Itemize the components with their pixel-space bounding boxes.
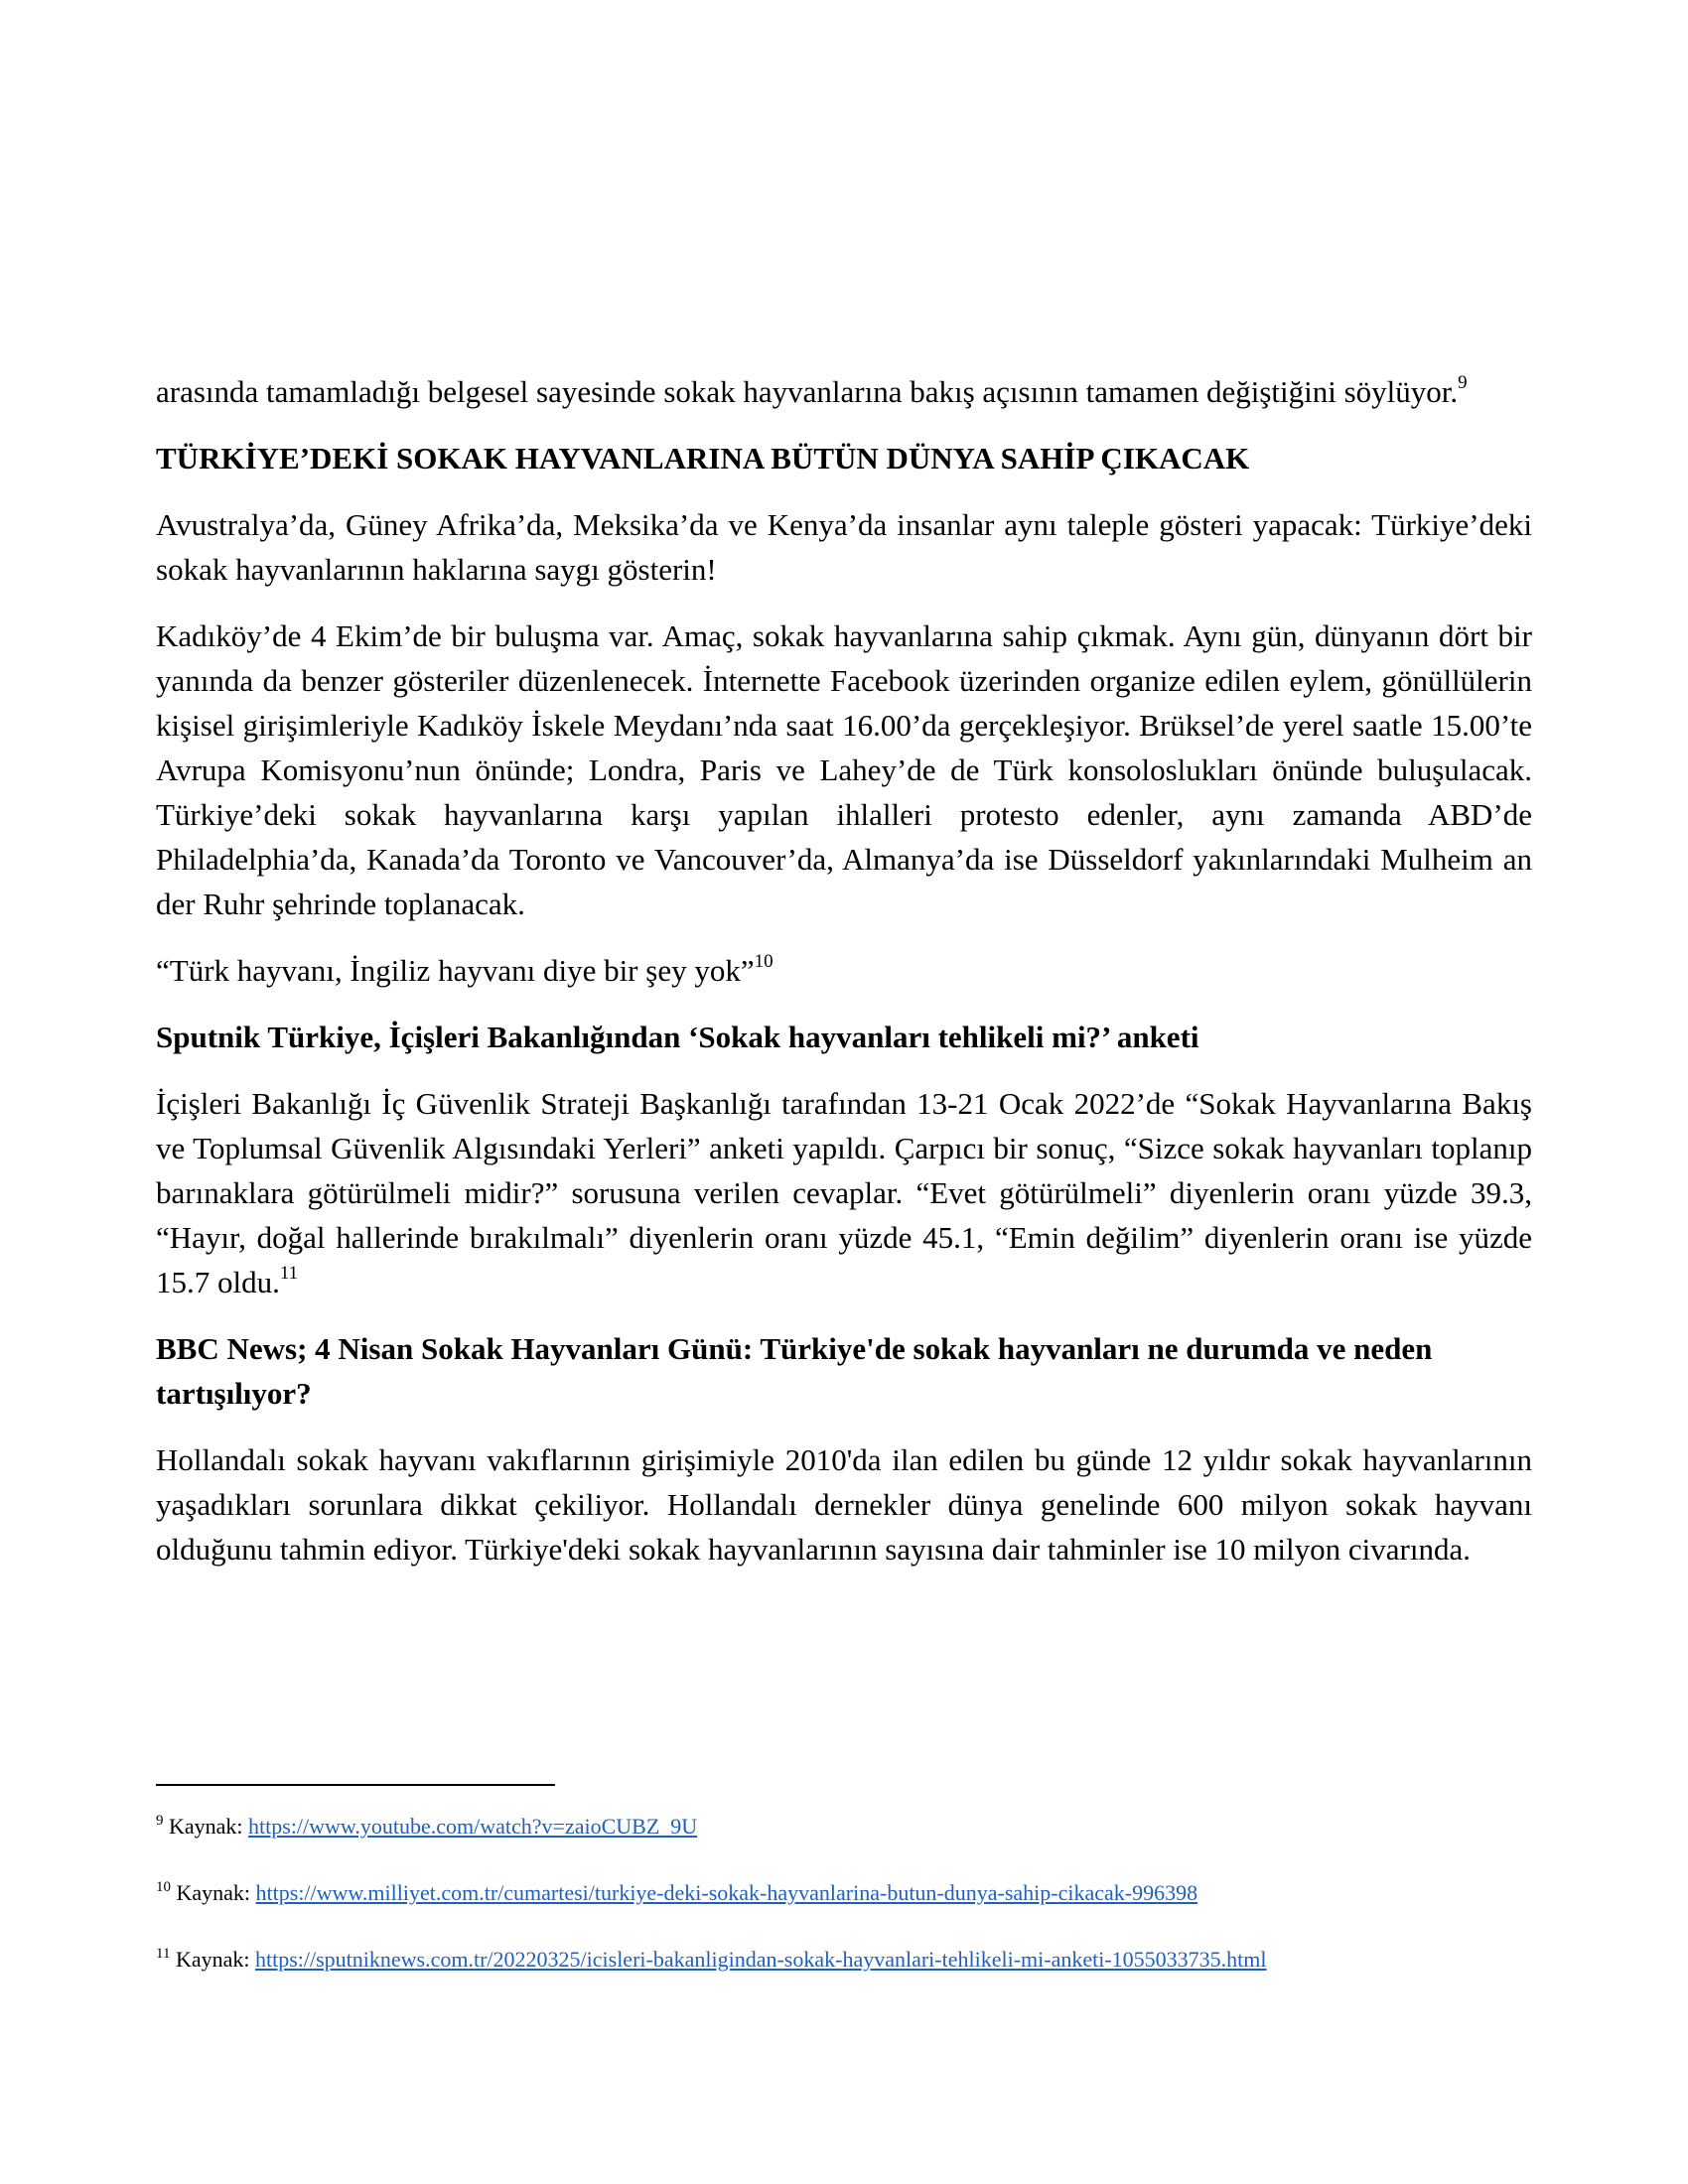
footnote-9 xyxy=(156,1813,697,1841)
footnote-ref-11[interactable]: 11 xyxy=(279,1263,299,1284)
footnote-label: Kaynak: xyxy=(175,1947,250,1972)
paragraph-text: İçişleri Bakanlığı İç Güvenlik Strateji Başkanlığı tarafından 13-21 Ocak 2022’de “Sokak Hayvanlarına Bakış ve Toplumsal Güvenlik Algısındaki Yerleri” anketi yapıldı. Çarpıcı bir sonuç, “Sizce sokak hayvanları toplanıp barınaklara götürülmeli midir?” sorusuna verilen cevaplar. “Evet götürülmeli” diyenlerin oranı yüzde 39.3, “Hayır, doğal hallerinde bırakılmalı” diyenlerin oranı yüzde 45.1, “Emin değilim” diyenlerin oranı ise yüzde 15.7 oldu. xyxy=(156,1086,1532,1299)
footnote-link[interactable]: https://www.milliyet.com.tr/cumartesi/turkiye-deki-sokak-hayvanlarina-butun-dunya-sahip-cikacak-996398 xyxy=(255,1880,1198,1905)
footnote-number: 10 xyxy=(156,1879,171,1895)
footnote-label: Kaynak: xyxy=(176,1880,251,1905)
heading-turkiye-sokak-hayvanlari: TÜRKİYE’DEKİ SOKAK HAYVANLARINA BÜTÜN DÜNYA SAHİP ÇIKACAK xyxy=(156,441,1250,476)
footnote-link[interactable]: https://sputniknews.com.tr/20220325/icisleri-bakanligindan-sokak-hayvanlari-tehlikeli-mi-anketi-1055033735.html xyxy=(254,1947,1267,1972)
footnote-label: Kaynak: xyxy=(169,1814,243,1839)
quote-line xyxy=(156,948,1532,993)
heading-bbc: BBC News; 4 Nisan Sokak Hayvanları Günü: Türkiye'de sokak hayvanları ne durumda ve neden tartışılıyor? xyxy=(156,1331,1433,1411)
document-body xyxy=(156,369,1532,1571)
footnote-link[interactable]: https://www.youtube.com/watch?v=zaioCUBZ_9U xyxy=(248,1814,698,1839)
footnote-ref-10[interactable]: 10 xyxy=(754,951,774,972)
paragraph-text: arasında tamamladığı belgesel sayesinde sokak hayvanlarına bakış açısının tamamen değiştiğini söylüyor. xyxy=(156,374,1459,409)
paragraph-intro xyxy=(156,369,1532,414)
footnote-10 xyxy=(156,1879,1197,1907)
footnote-number: 9 xyxy=(156,1813,164,1829)
footnote-separator xyxy=(156,1784,555,1786)
footnote-ref-9[interactable]: 9 xyxy=(1458,372,1468,393)
quote-text: “Türk hayvanı, İngiliz hayvanı diye bir şey yok” xyxy=(156,953,755,988)
paragraph-kadikoy: Kadıköy’de 4 Ekim’de bir buluşma var. Amaç, sokak hayvanlarına sahip çıkmak. Aynı gün, dünyanın dört bir yanında da benzer gösteriler düzenlenecek. İnternette Facebook üzerinden organize edilen eylem, gönüllülerin kişisel girişimleriyle Kadıköy İskele Meydanı’nda saat 16.00’da gerçekleşiyor. Brüksel’de yerel saatle 15.00’te Avrupa Komisyonu’nun önünde; Londra, Paris ve Lahey’de de Türk konsoloslukları önünde buluşulacak. Türkiye’deki sokak hayvanlarına karşı yapılan ihlalleri protesto edenler, aynı zamanda ABD’de Philadelphia’da, Kanada’da Toronto ve Vancouver’da, Almanya’da ise Düsseldorf yakınlarındaki Mulheim an der Ruhr şehrinde toplanacak. xyxy=(156,618,1532,921)
footnote-number: 11 xyxy=(156,1946,171,1962)
heading-sputnik: Sputnik Türkiye, İçişleri Bakanlığından ‘Sokak hayvanları tehlikeli mi?’ anketi xyxy=(156,1020,1199,1054)
paragraph-gosteri: Avustralya’da, Güney Afrika’da, Meksika’da ve Kenya’da insanlar aynı taleple gösteri yapacak: Türkiye’deki sokak hayvanlarının haklarına saygı gösterin! xyxy=(156,507,1532,587)
paragraph-anket xyxy=(156,1081,1532,1304)
footnote-11 xyxy=(156,1946,1267,1974)
paragraph-hollanda: Hollandalı sokak hayvanı vakıflarının girişimiyle 2010'da ilan edilen bu günde 12 yıldır sokak hayvanlarının yaşadıkları sorunlara dikkat çekiliyor. Hollandalı dernekler dünya genelinde 600 milyon sokak hayvanı olduğunu tahmin ediyor. Türkiye'deki sokak hayvanlarının sayısına dair tahminler ise 10 milyon civarında. xyxy=(156,1442,1532,1567)
